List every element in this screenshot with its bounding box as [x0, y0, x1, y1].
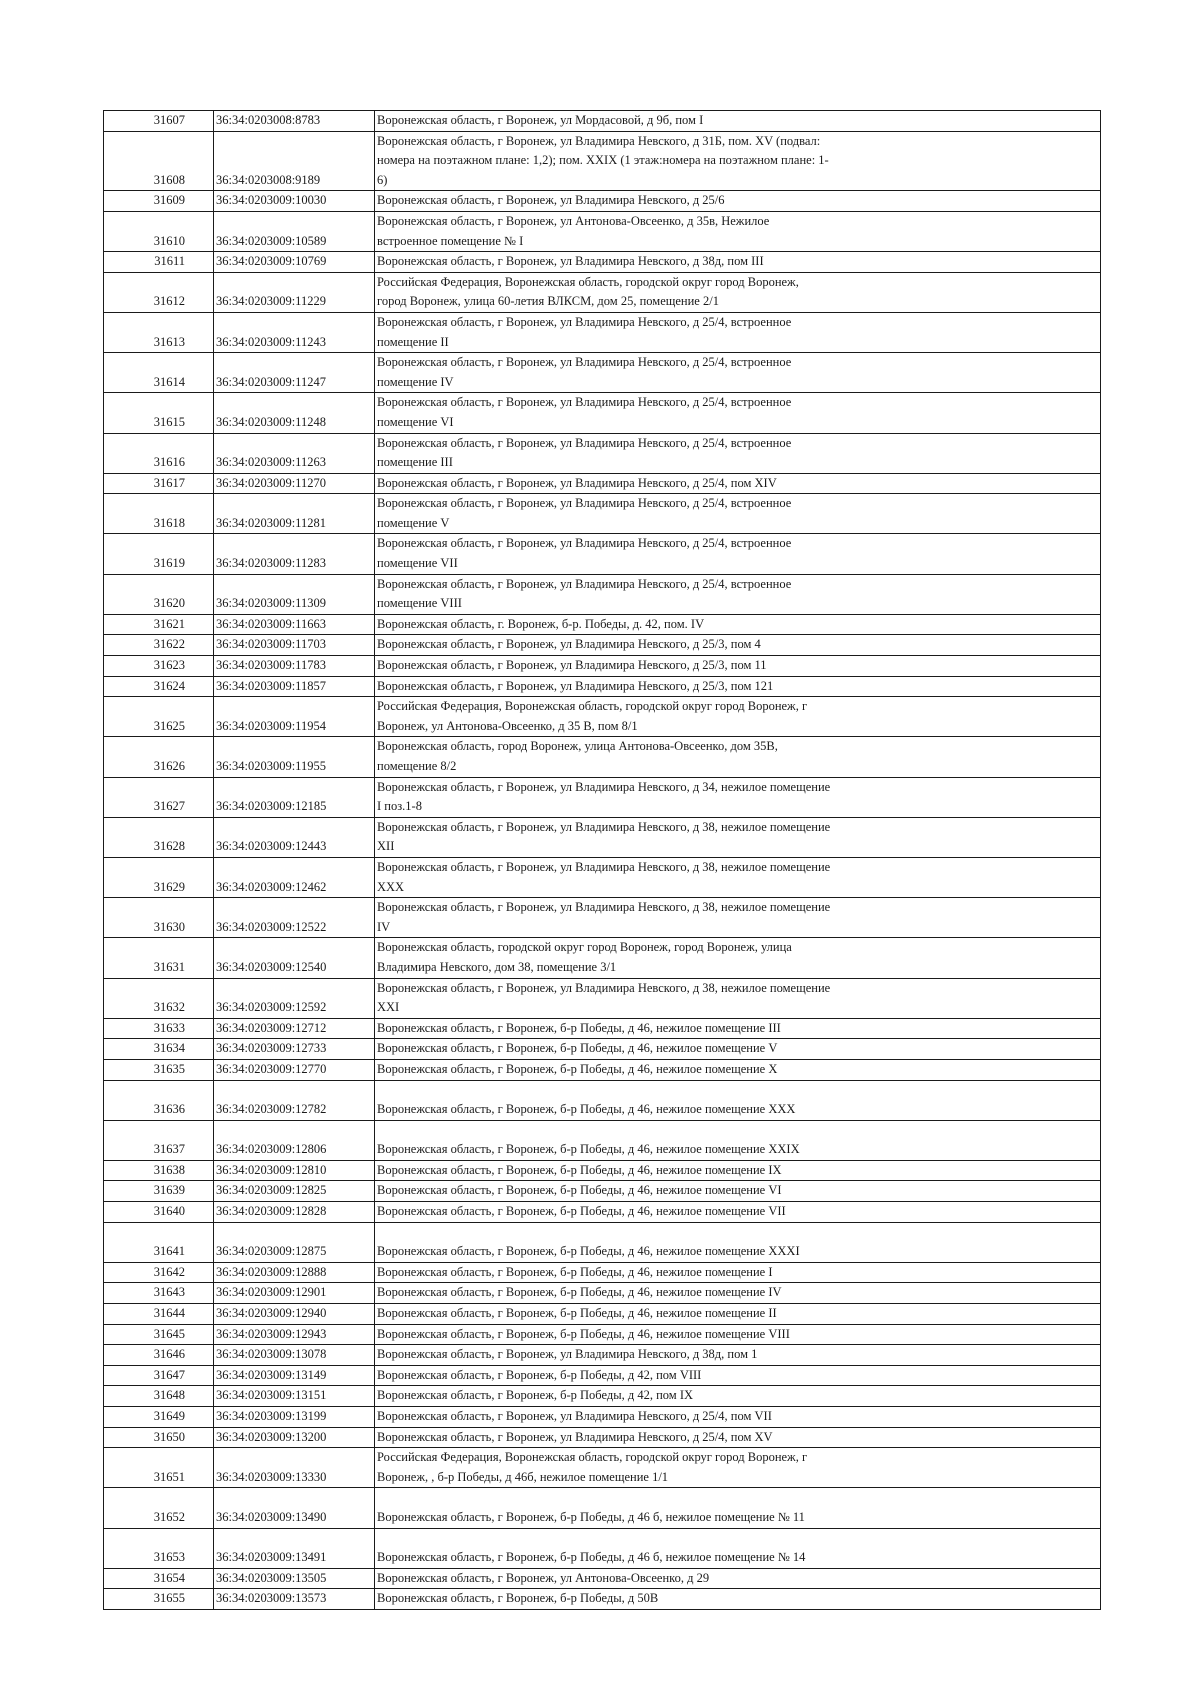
cadastral-number-cell: 36:34:0203009:12522: [214, 898, 375, 938]
cadastral-number-cell: 36:34:0203009:13151: [214, 1386, 375, 1407]
row-number-cell: 31640: [104, 1202, 214, 1223]
row-number-cell: 31630: [104, 898, 214, 938]
cadastral-number-cell: 36:34:0203009:12806: [214, 1120, 375, 1160]
row-number-cell: 31627: [104, 777, 214, 817]
address-line: Воронежская область, г Воронеж, б-р Победы, д 46 б, нежилое помещение № 11: [377, 1509, 805, 1524]
row-number-cell: 31631: [104, 938, 214, 978]
address-line: Воронежская область, г Воронеж, ул Владимира Невского, д 25/4, пом XIV: [377, 475, 777, 490]
row-number-cell: 31616: [104, 433, 214, 473]
row-number-cell: 31612: [104, 272, 214, 312]
address-line: Воронежская область, г Воронеж, ул Владимира Невского, д 38, нежилое помещение: [377, 859, 831, 874]
row-number-cell: 31633: [104, 1018, 214, 1039]
address-cell: [375, 393, 1101, 433]
address-line: Воронежская область, г Воронеж, ул Владимира Невского, д 25/4, встроенное: [377, 355, 792, 370]
cadastral-number-cell: 36:34:0203009:12185: [214, 777, 375, 817]
cadastral-number-cell: 36:34:0203009:12810: [214, 1160, 375, 1181]
address-cell: [375, 635, 1101, 656]
row-number-cell: 31623: [104, 656, 214, 677]
address-cell: [375, 1120, 1101, 1160]
address-line: Воронежская область, городской округ город Воронеж, город Воронеж, улица: [377, 940, 792, 955]
address-line: Воронежская область, г Воронеж, б-р Победы, д 46, нежилое помещение VI: [377, 1183, 782, 1198]
table-row: [104, 1324, 1101, 1345]
row-number-cell: 31642: [104, 1262, 214, 1283]
row-number-cell: 31650: [104, 1427, 214, 1448]
address-line: Воронежская область, г Воронеж, ул Антонова-Овсеенко, д 35в, Нежилое: [377, 213, 770, 228]
cadastral-number-cell: 36:34:0203008:8783: [214, 111, 375, 132]
cadastral-number-cell: 36:34:0203009:12943: [214, 1324, 375, 1345]
cadastral-number-cell: 36:34:0203009:11263: [214, 433, 375, 473]
address-cell: [375, 1448, 1101, 1488]
table-row: [104, 191, 1101, 212]
row-number-cell: 31614: [104, 353, 214, 393]
row-number-cell: 31647: [104, 1365, 214, 1386]
row-number-cell: 31639: [104, 1181, 214, 1202]
row-number-cell: 31643: [104, 1283, 214, 1304]
address-cell: [375, 1059, 1101, 1080]
address-line: Воронежская область, г Воронеж, ул Владимира Невского, д 25/3, пом 121: [377, 678, 774, 693]
cadastral-number-cell: 36:34:0203009:11283: [214, 534, 375, 574]
address-cell: [375, 1345, 1101, 1366]
row-number-cell: 31651: [104, 1448, 214, 1488]
address-line: Российская Федерация, Воронежская область, городской округ город Воронеж,: [377, 274, 799, 289]
address-line: Воронежская область, г Воронеж, б-р Победы, д 46, нежилое помещение I: [377, 1264, 773, 1279]
cadastral-number-cell: 36:34:0203009:13330: [214, 1448, 375, 1488]
table-row: [104, 1018, 1101, 1039]
address-line: Воронежская область, г Воронеж, б-р Победы, д 46, нежилое помещение XXIX: [377, 1142, 800, 1157]
table-row: [104, 1528, 1101, 1568]
row-number-cell: 31625: [104, 697, 214, 737]
address-line: Российская Федерация, Воронежская область, городской округ город Воронеж, г: [377, 699, 808, 714]
address-line: Воронежская область, г Воронеж, б-р Победы, д 46, нежилое помещение III: [377, 1020, 781, 1035]
address-line: помещение V: [377, 515, 450, 530]
row-number-cell: 31615: [104, 393, 214, 433]
address-cell: [375, 211, 1101, 251]
address-line: Воронежская область, город Воронеж, улица Антонова-Овсеенко, дом 35В,: [377, 739, 778, 754]
address-cell: [375, 817, 1101, 857]
address-line: Воронежская область, г Воронеж, ул Владимира Невского, д 25/4, встроенное: [377, 395, 792, 410]
address-cell: [375, 1202, 1101, 1223]
cadastral-number-cell: 36:34:0203009:13505: [214, 1568, 375, 1589]
cadastral-number-cell: 36:34:0203009:11270: [214, 473, 375, 494]
cadastral-number-cell: 36:34:0203009:12733: [214, 1039, 375, 1060]
address-cell: [375, 614, 1101, 635]
row-number-cell: 31634: [104, 1039, 214, 1060]
row-number-cell: 31628: [104, 817, 214, 857]
address-cell: [375, 857, 1101, 897]
address-cell: [375, 1365, 1101, 1386]
table-row: [104, 1262, 1101, 1283]
cadastral-number-cell: 36:34:0203009:11663: [214, 614, 375, 635]
table-row: [104, 1160, 1101, 1181]
table-row: [104, 1427, 1101, 1448]
table-row: [104, 1448, 1101, 1488]
table-row: [104, 252, 1101, 273]
address-line: Воронежская область, г Воронеж, ул Владимира Невского, д 25/4, встроенное: [377, 496, 792, 511]
address-line: Воронежская область, г Воронеж, ул Владимира Невского, д 25/4, встроенное: [377, 576, 792, 591]
table-row: [104, 534, 1101, 574]
row-number-cell: 31655: [104, 1589, 214, 1610]
cadastral-number-cell: 36:34:0203009:13490: [214, 1488, 375, 1528]
cadastral-number-cell: 36:34:0203009:13078: [214, 1345, 375, 1366]
address-cell: [375, 534, 1101, 574]
address-cell: [375, 1427, 1101, 1448]
address-line: Воронежская область, г Воронеж, ул Владимира Невского, д 38, нежилое помещение: [377, 900, 831, 915]
row-number-cell: 31626: [104, 737, 214, 777]
row-number-cell: 31646: [104, 1345, 214, 1366]
row-number-cell: 31638: [104, 1160, 214, 1181]
cadastral-number-cell: 36:34:0203009:12770: [214, 1059, 375, 1080]
address-line: Воронежская область, г Воронеж, ул Владимира Невского, д 25/3, пом 4: [377, 637, 761, 652]
address-line: Воронежская область, г Воронеж, ул Владимира Невского, д 25/4, встроенное: [377, 314, 792, 329]
table-row: [104, 857, 1101, 897]
address-line: помещение VIII: [377, 596, 462, 611]
cadastral-number-cell: 36:34:0203009:11783: [214, 656, 375, 677]
address-line: Воронежская область, г Воронеж, б-р Победы, д 46, нежилое помещение V: [377, 1041, 778, 1056]
row-number-cell: 31648: [104, 1386, 214, 1407]
address-line: город Воронеж, улица 60-летия ВЛКСМ, дом 25, помещение 2/1: [377, 294, 719, 309]
row-number-cell: 31645: [104, 1324, 214, 1345]
table-row: [104, 737, 1101, 777]
address-line: Воронежская область, г Воронеж, ул Антонова-Овсеенко, д 29: [377, 1570, 710, 1585]
address-line: XXX: [377, 879, 405, 894]
address-line: I поз.1-8: [377, 799, 422, 814]
table-row: [104, 393, 1101, 433]
row-number-cell: 31610: [104, 211, 214, 251]
table-row: [104, 938, 1101, 978]
cadastral-number-cell: 36:34:0203009:11281: [214, 494, 375, 534]
address-line: Воронеж, , б-р Победы, д 46б, нежилое помещение 1/1: [377, 1469, 669, 1484]
cadastral-number-cell: 36:34:0203009:10769: [214, 252, 375, 273]
cadastral-number-cell: 36:34:0203009:12828: [214, 1202, 375, 1223]
address-cell: [375, 252, 1101, 273]
address-line: помещение IV: [377, 374, 454, 389]
row-number-cell: 31620: [104, 574, 214, 614]
address-line: Воронежская область, г Воронеж, ул Владимира Невского, д 34, нежилое помещение: [377, 779, 831, 794]
address-cell: [375, 111, 1101, 132]
row-number-cell: 31608: [104, 131, 214, 191]
address-cell: [375, 312, 1101, 352]
row-number-cell: 31653: [104, 1528, 214, 1568]
address-line: Воронежская область, г Воронеж, ул Мордасовой, д 9б, пом I: [377, 113, 704, 127]
table-row: [104, 1202, 1101, 1223]
address-cell: [375, 131, 1101, 191]
address-line: Воронежская область, г Воронеж, ул Владимира Невского, д 25/6: [377, 193, 725, 208]
address-line: Воронежская область, г Воронеж, ул Владимира Невского, д 38д, пом 1: [377, 1347, 758, 1362]
cadastral-number-cell: 36:34:0203009:10030: [214, 191, 375, 212]
table-row: [104, 817, 1101, 857]
address-line: помещение VI: [377, 414, 454, 429]
address-cell: [375, 676, 1101, 697]
address-line: IV: [377, 919, 391, 934]
cadastral-number-cell: 36:34:0203009:11703: [214, 635, 375, 656]
address-line: Воронежская область, г Воронеж, б-р Победы, д 42, пом VIII: [377, 1367, 702, 1382]
row-number-cell: 31644: [104, 1304, 214, 1325]
table-row: [104, 697, 1101, 737]
address-line: Воронежская область, г Воронеж, ул Владимира Невского, д 25/4, пом XV: [377, 1429, 773, 1444]
row-number-cell: 31617: [104, 473, 214, 494]
table-row: [104, 1039, 1101, 1060]
address-line: Воронежская область, г Воронеж, б-р Победы, д 46, нежилое помещение IV: [377, 1285, 782, 1300]
address-line: XII: [377, 839, 395, 854]
cadastral-number-cell: 36:34:0203009:12825: [214, 1181, 375, 1202]
row-number-cell: 31619: [104, 534, 214, 574]
address-line: Воронежская область, г Воронеж, б-р Победы, д 46, нежилое помещение II: [377, 1306, 777, 1321]
address-cell: [375, 1324, 1101, 1345]
cadastral-number-cell: 36:34:0203009:11247: [214, 353, 375, 393]
table-row: [104, 1568, 1101, 1589]
row-number-cell: 31621: [104, 614, 214, 635]
cadastral-number-cell: 36:34:0203009:12901: [214, 1283, 375, 1304]
address-line: Воронежская область, г Воронеж, б-р Победы, д 46, нежилое помещение VII: [377, 1204, 786, 1219]
row-number-cell: 31609: [104, 191, 214, 212]
cadastral-number-cell: 36:34:0203009:12888: [214, 1262, 375, 1283]
address-cell: [375, 1568, 1101, 1589]
address-line: Воронежская область, г Воронеж, ул Владимира Невского, д 25/4, встроенное: [377, 536, 792, 551]
row-number-cell: 31624: [104, 676, 214, 697]
address-cell: [375, 656, 1101, 677]
row-number-cell: 31652: [104, 1488, 214, 1528]
row-number-cell: 31637: [104, 1120, 214, 1160]
address-line: Воронежская область, г Воронеж, ул Владимира Невского, д 38, нежилое помещение: [377, 819, 831, 834]
address-cell: [375, 1386, 1101, 1407]
cadastral-number-cell: 36:34:0203009:13199: [214, 1407, 375, 1428]
table-row: [104, 777, 1101, 817]
address-cell: [375, 1222, 1101, 1262]
address-line: Воронежская область, г Воронеж, ул Владимира Невского, д 31Б, пом. XV (подвал:: [377, 133, 821, 148]
property-registry-table: [103, 110, 1101, 1610]
table-row: [104, 1181, 1101, 1202]
table-row: [104, 614, 1101, 635]
address-line: Воронежская область, г Воронеж, б-р Победы, д 50В: [377, 1591, 659, 1606]
address-cell: [375, 494, 1101, 534]
table-row: [104, 1080, 1101, 1120]
table-row: [104, 131, 1101, 191]
address-line: Воронежская область, г. Воронеж, б-р. Победы, д. 42, пом. IV: [377, 616, 705, 631]
table-row: [104, 211, 1101, 251]
cadastral-number-cell: 36:34:0203009:13491: [214, 1528, 375, 1568]
table-row: [104, 1059, 1101, 1080]
table-row: [104, 1222, 1101, 1262]
address-line: [377, 1488, 1098, 1508]
address-cell: [375, 1528, 1101, 1568]
cadastral-number-cell: 36:34:0203009:10589: [214, 211, 375, 251]
address-line: Воронежская область, г Воронеж, б-р Победы, д 46, нежилое помещение X: [377, 1061, 778, 1076]
cadastral-number-cell: 36:34:0203009:11229: [214, 272, 375, 312]
address-line: Воронежская область, г Воронеж, ул Владимира Невского, д 25/4, встроенное: [377, 435, 792, 450]
table-row: [104, 1304, 1101, 1325]
cadastral-number-cell: 36:34:0203009:12940: [214, 1304, 375, 1325]
table-row: [104, 676, 1101, 697]
address-cell: [375, 1080, 1101, 1120]
address-cell: [375, 1181, 1101, 1202]
address-cell: [375, 737, 1101, 777]
address-line: Воронежская область, г Воронеж, б-р Победы, д 46, нежилое помещение XXX: [377, 1102, 796, 1117]
address-line: [377, 1223, 1098, 1243]
address-cell: [375, 272, 1101, 312]
table-row: [104, 433, 1101, 473]
address-cell: [375, 1304, 1101, 1325]
cadastral-number-cell: 36:34:0203009:13200: [214, 1427, 375, 1448]
address-line: помещение VII: [377, 556, 458, 571]
row-number-cell: 31649: [104, 1407, 214, 1428]
address-line: Воронежская область, г Воронеж, ул Владимира Невского, д 38, нежилое помещение: [377, 980, 831, 995]
row-number-cell: 31629: [104, 857, 214, 897]
table-row: [104, 1386, 1101, 1407]
table-row: [104, 111, 1101, 132]
row-number-cell: 31613: [104, 312, 214, 352]
address-line: XXI: [377, 1000, 400, 1015]
table-row: [104, 656, 1101, 677]
address-line: [377, 1081, 1098, 1101]
table-row: [104, 494, 1101, 534]
table-row: [104, 473, 1101, 494]
table-row: [104, 1365, 1101, 1386]
cadastral-number-cell: 36:34:0203009:12875: [214, 1222, 375, 1262]
cadastral-number-cell: 36:34:0203008:9189: [214, 131, 375, 191]
address-cell: [375, 1283, 1101, 1304]
row-number-cell: 31632: [104, 978, 214, 1018]
cadastral-number-cell: 36:34:0203009:11309: [214, 574, 375, 614]
table-row: [104, 1120, 1101, 1160]
address-cell: [375, 191, 1101, 212]
address-cell: [375, 1407, 1101, 1428]
row-number-cell: 31635: [104, 1059, 214, 1080]
row-number-cell: 31641: [104, 1222, 214, 1262]
address-cell: [375, 978, 1101, 1018]
address-line: помещение II: [377, 334, 449, 349]
table-row: [104, 1407, 1101, 1428]
address-cell: [375, 938, 1101, 978]
cadastral-number-cell: 36:34:0203009:11955: [214, 737, 375, 777]
address-line: [377, 1529, 1098, 1549]
address-cell: [375, 574, 1101, 614]
cadastral-number-cell: 36:34:0203009:12782: [214, 1080, 375, 1120]
address-line: Воронежская область, г Воронеж, ул Владимира Невского, д 25/3, пом 11: [377, 658, 767, 673]
address-line: Владимира Невского, дом 38, помещение 3/1: [377, 959, 617, 974]
table-row: [104, 272, 1101, 312]
address-line: Воронеж, ул Антонова-Овсеенко, д 35 В, пом 8/1: [377, 718, 638, 733]
address-cell: [375, 898, 1101, 938]
table-row: [104, 635, 1101, 656]
cadastral-number-cell: 36:34:0203009:12462: [214, 857, 375, 897]
address-line: Воронежская область, г Воронеж, ул Владимира Невского, д 38д, пом III: [377, 254, 764, 269]
address-cell: [375, 777, 1101, 817]
cadastral-number-cell: 36:34:0203009:13149: [214, 1365, 375, 1386]
address-cell: [375, 1262, 1101, 1283]
address-line: Воронежская область, г Воронеж, б-р Победы, д 46, нежилое помещение IX: [377, 1162, 782, 1177]
address-line: Российская Федерация, Воронежская область, городской округ город Воронеж, г: [377, 1450, 808, 1465]
table-row: [104, 574, 1101, 614]
row-number-cell: 31636: [104, 1080, 214, 1120]
address-line: помещение 8/2: [377, 759, 457, 773]
address-line: 6): [377, 172, 388, 187]
address-line: Воронежская область, г Воронеж, б-р Победы, д 46, нежилое помещение VIII: [377, 1326, 790, 1341]
registry-table-body: [104, 111, 1101, 1610]
cadastral-number-cell: 36:34:0203009:11243: [214, 312, 375, 352]
table-row: [104, 1345, 1101, 1366]
address-cell: [375, 1160, 1101, 1181]
address-cell: [375, 353, 1101, 393]
row-number-cell: 31618: [104, 494, 214, 534]
address-line: Воронежская область, г Воронеж, б-р Победы, д 46 б, нежилое помещение № 14: [377, 1550, 806, 1565]
address-cell: [375, 473, 1101, 494]
table-row: [104, 898, 1101, 938]
table-row: [104, 353, 1101, 393]
cadastral-number-cell: 36:34:0203009:12540: [214, 938, 375, 978]
cadastral-number-cell: 36:34:0203009:11857: [214, 676, 375, 697]
cadastral-number-cell: 36:34:0203009:12712: [214, 1018, 375, 1039]
row-number-cell: 31611: [104, 252, 214, 273]
address-line: встроенное помещение № I: [377, 233, 524, 248]
table-row: [104, 312, 1101, 352]
address-line: [377, 1121, 1098, 1141]
address-line: помещение III: [377, 455, 453, 470]
cadastral-number-cell: 36:34:0203009:12592: [214, 978, 375, 1018]
row-number-cell: 31654: [104, 1568, 214, 1589]
address-cell: [375, 1488, 1101, 1528]
address-cell: [375, 697, 1101, 737]
address-cell: [375, 1589, 1101, 1610]
table-row: [104, 1283, 1101, 1304]
table-row: [104, 1589, 1101, 1610]
table-row: [104, 978, 1101, 1018]
address-line: номера на поэтажном плане: 1,2); пом. XXIX (1 этаж:номера на поэтажном плане: 1-: [377, 153, 829, 168]
address-cell: [375, 1039, 1101, 1060]
address-line: Воронежская область, г Воронеж, б-р Победы, д 42, пом IX: [377, 1388, 694, 1403]
address-cell: [375, 1018, 1101, 1039]
cadastral-number-cell: 36:34:0203009:12443: [214, 817, 375, 857]
address-line: Воронежская область, г Воронеж, б-р Победы, д 46, нежилое помещение XXXI: [377, 1244, 800, 1259]
table-row: [104, 1488, 1101, 1528]
cadastral-number-cell: 36:34:0203009:11954: [214, 697, 375, 737]
row-number-cell: 31622: [104, 635, 214, 656]
row-number-cell: 31607: [104, 111, 214, 132]
address-line: Воронежская область, г Воронеж, ул Владимира Невского, д 25/4, пом VII: [377, 1409, 772, 1423]
cadastral-number-cell: 36:34:0203009:13573: [214, 1589, 375, 1610]
cadastral-number-cell: 36:34:0203009:11248: [214, 393, 375, 433]
address-cell: [375, 433, 1101, 473]
